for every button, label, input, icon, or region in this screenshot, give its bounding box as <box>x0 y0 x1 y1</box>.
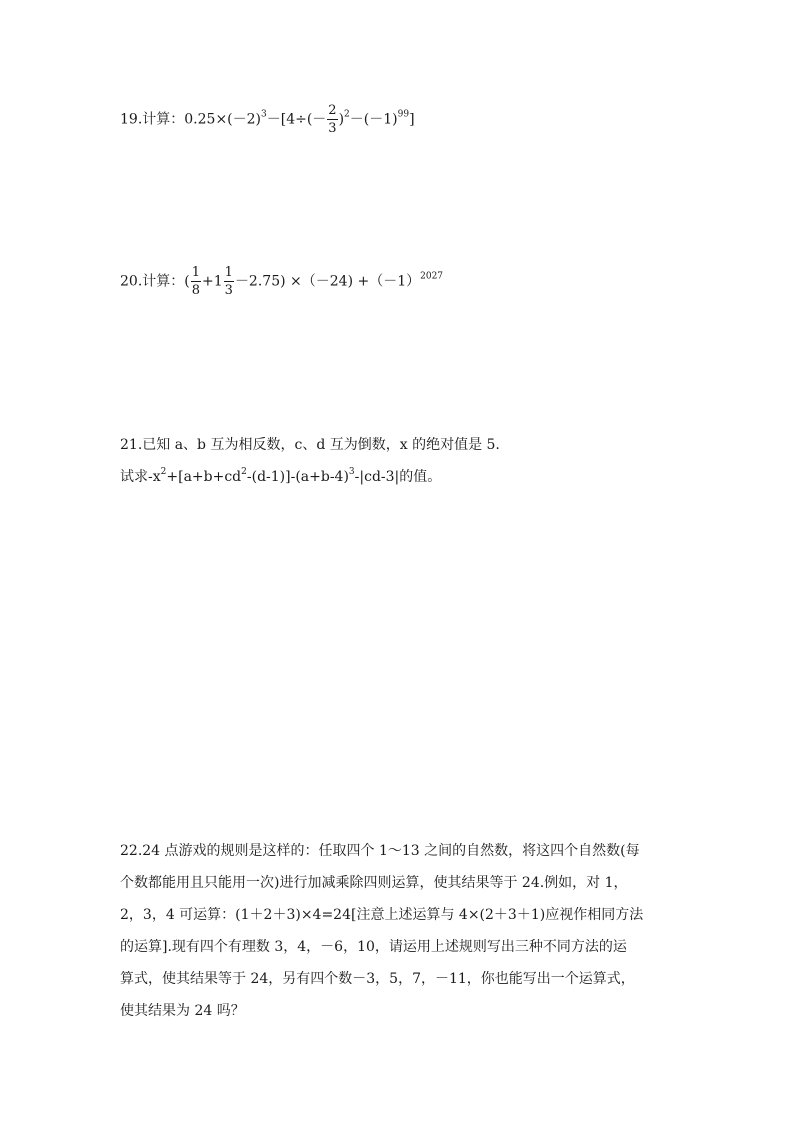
q22-line-5: 算式，使其结果等于 24，另有四个数－3，5，7，－11，你也能写出一个运算式， <box>120 971 635 987</box>
q20-part2: +1 <box>202 273 223 290</box>
q22-line-1: 22.24 点游戏的规则是这样的：任取四个 1～13 之间的自然数，将这四个自然数(每 <box>120 843 640 859</box>
q21-line-1: 21.已知 a、b 互为相反数，c、d 互为倒数，x 的绝对值是 5. <box>120 437 500 453</box>
q19-exp1: 3 <box>261 109 267 120</box>
question-20 <box>120 266 443 297</box>
q21-l2-exp1: 2 <box>160 467 167 477</box>
q20-part3: －2.75) ×（－24) +（－1） <box>234 273 421 290</box>
q20-f1-den: 8 <box>191 283 201 298</box>
q20-f2-num: 1 <box>224 265 233 280</box>
q20-f1-num: 1 <box>191 265 201 280</box>
q20-label: 20.计算： <box>120 273 185 290</box>
q21-l2-part4: -|cd-3|的值。 <box>354 469 442 485</box>
q21-l2-part3: -(d-1)]-(a+b-4) <box>246 469 349 485</box>
q19-frac-den: 3 <box>328 121 337 136</box>
q20-fraction-1 <box>191 266 201 297</box>
q19-part3: ) <box>338 111 345 128</box>
q19-label: 19.计算： <box>120 111 185 128</box>
q19-fraction <box>327 104 337 135</box>
q21-l2-part1: 试求-x <box>120 469 161 485</box>
q22-line-2: 个数都能用且只能用一次)进行加减乘除四则运算，使其结果等于 24.例如，对 1， <box>120 875 628 891</box>
q21-l2-part2: +[a+b+cd <box>166 469 242 485</box>
q19-part1: 0.25×(－2) <box>184 111 261 128</box>
q20-f2-den: 3 <box>224 283 233 298</box>
q19-frac-num: 2 <box>328 103 337 118</box>
q19-part5: ] <box>409 111 415 128</box>
q22-line-3: 2，3，4 可运算：(1＋2＋3)×4=24[注意上述运算与 4×(2＋3＋1)应视作相同方法 <box>120 907 644 923</box>
q21-l2-exp3: 3 <box>348 467 355 477</box>
q20-part1: ( <box>184 273 190 290</box>
q19-part4: －(－1) <box>349 111 398 128</box>
q19-exp3: 99 <box>397 109 410 120</box>
question-19 <box>120 104 415 135</box>
q21-l2-exp2: 2 <box>241 467 247 477</box>
q21-line-2 <box>120 466 441 486</box>
q19-exp2: 2 <box>344 109 350 120</box>
q19-part2: －[4÷(－ <box>266 111 327 128</box>
q20-exp: 2027 <box>420 271 444 282</box>
q22-line-6: 使其结果为 24 吗？ <box>120 1003 245 1019</box>
q22-line-4: 的运算].现有四个有理数 3，4，－6，10，请运用上述规则写出三种不同方法的运 <box>120 939 627 955</box>
q20-fraction-2 <box>224 266 234 297</box>
